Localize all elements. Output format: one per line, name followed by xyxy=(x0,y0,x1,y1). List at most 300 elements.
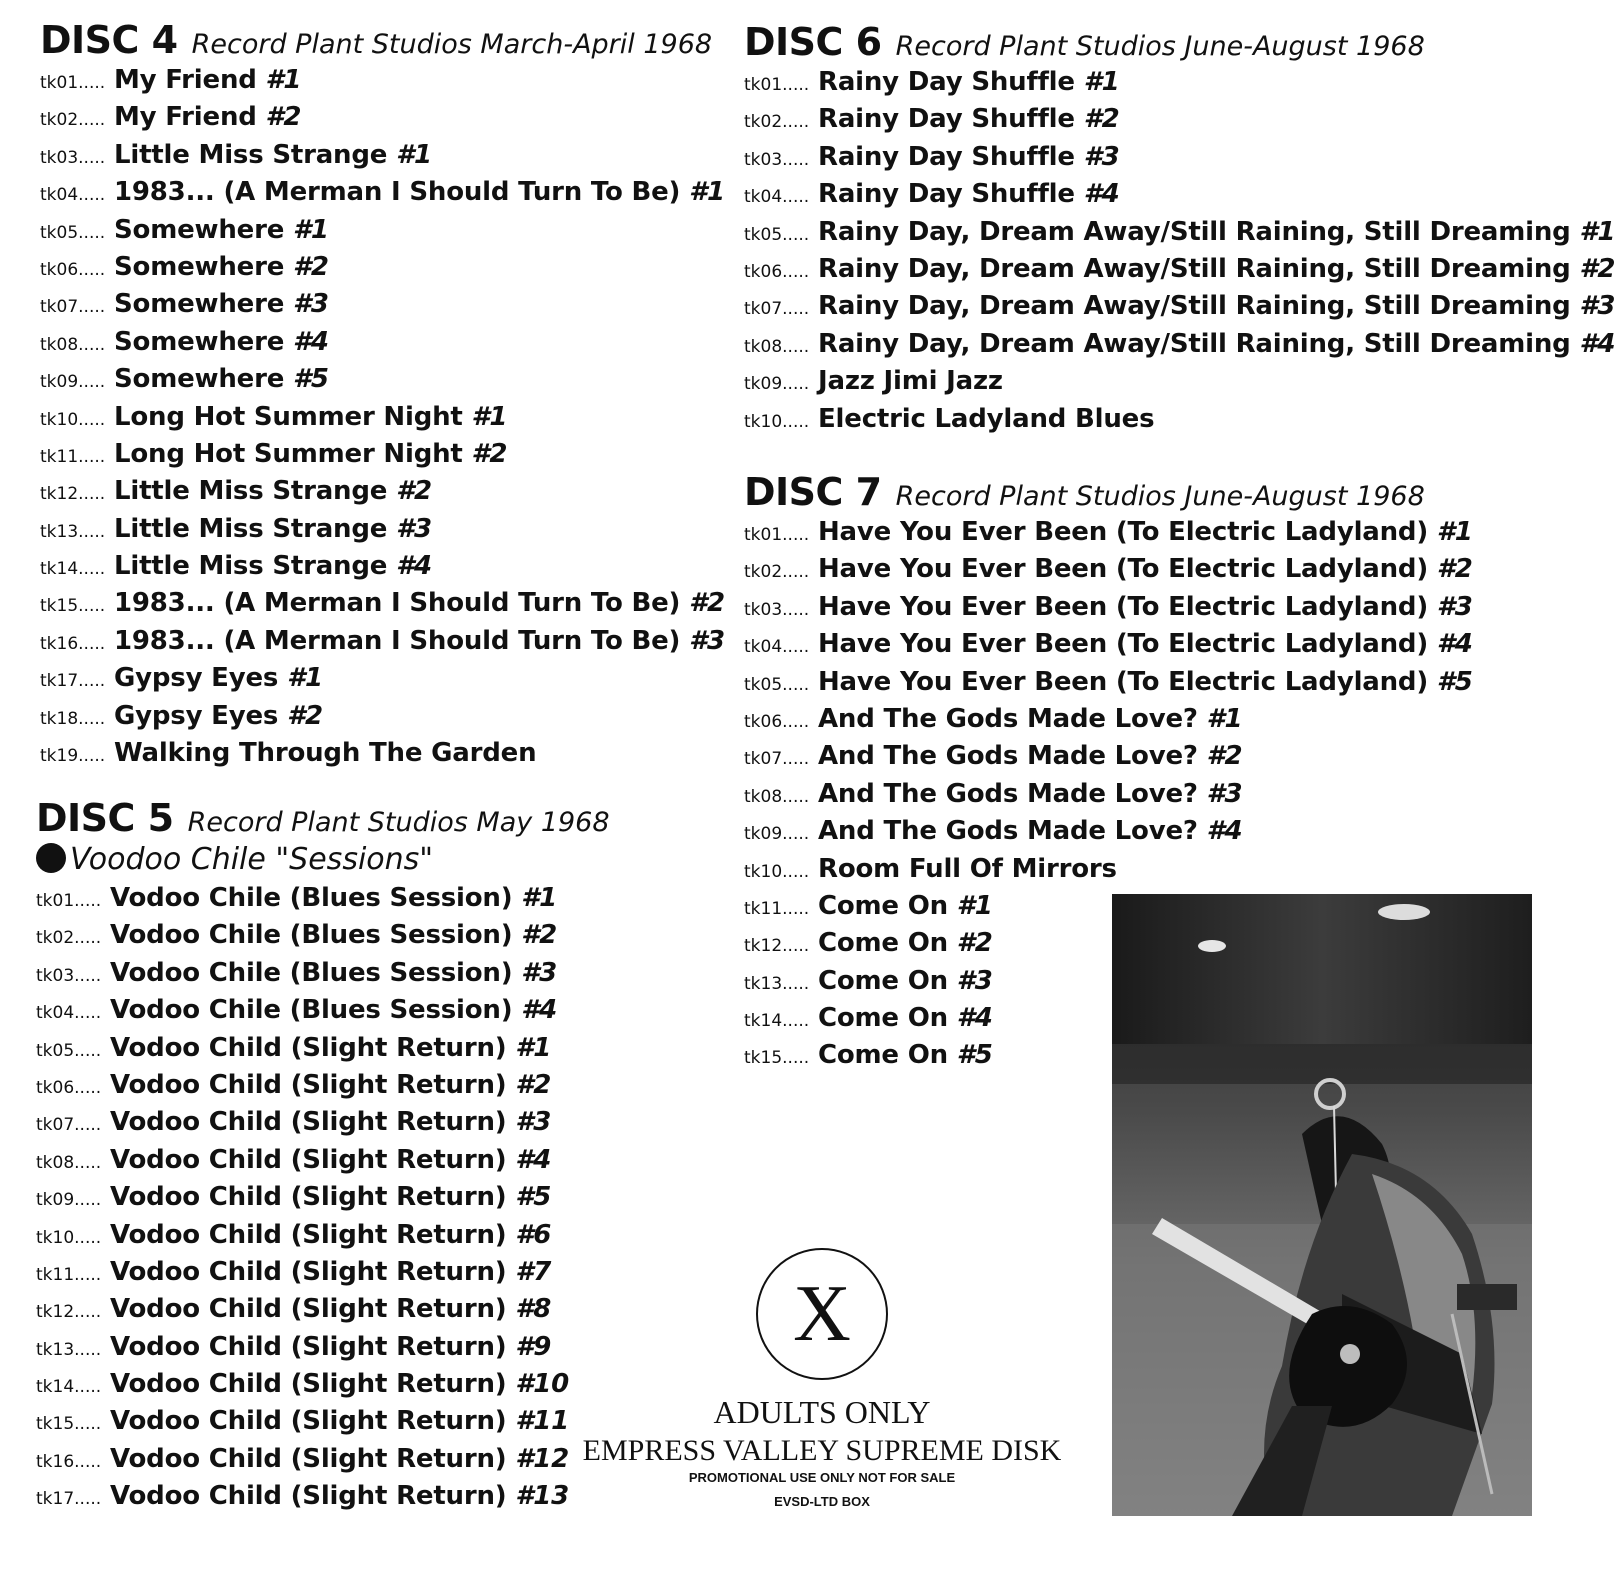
track-take: #3 xyxy=(689,625,725,656)
track-title xyxy=(818,592,1473,622)
track-take: #4 xyxy=(521,995,558,1026)
track-name: Rainy Day, Dream Away/Still Raining, Still Dreaming xyxy=(818,328,1571,359)
disc-7-title: DISC 7 xyxy=(744,470,882,514)
track-title xyxy=(818,1003,993,1033)
track-take: #2 xyxy=(293,251,329,282)
track-name: Rainy Day Shuffle xyxy=(818,141,1075,172)
track-name: Vodoo Child (Slight Return) xyxy=(110,1219,507,1250)
track-row xyxy=(40,212,725,249)
track-number: tk07..... xyxy=(36,1115,102,1136)
track-number: tk08..... xyxy=(36,1152,102,1173)
track-number: tk05..... xyxy=(744,224,810,245)
track-take: #3 xyxy=(396,513,432,544)
disc-4-subtitle: Record Plant Studios March-April 1968 xyxy=(191,29,713,60)
track-number: tk02..... xyxy=(744,562,810,583)
track-name: Have You Ever Been (To Electric Ladyland) xyxy=(818,666,1429,697)
track-name: Vodoo Child (Slight Return) xyxy=(110,1182,507,1213)
track-title xyxy=(818,966,993,996)
track-row xyxy=(36,1291,610,1328)
track-number: tk17..... xyxy=(40,671,106,692)
track-take: #5 xyxy=(956,1040,993,1071)
track-name: Vodoo Child (Slight Return) xyxy=(110,1369,507,1400)
track-title xyxy=(818,404,1154,434)
disc-4-tracklist xyxy=(40,62,725,772)
track-take: #2 xyxy=(515,1069,552,1100)
track-number: tk11..... xyxy=(744,898,810,919)
guitarist-photo xyxy=(1112,894,1532,1516)
track-title xyxy=(818,629,1473,659)
track-name: Vodoo Child (Slight Return) xyxy=(110,1443,507,1474)
adults-only-text: ADULTS ONLY xyxy=(713,1394,931,1430)
track-title xyxy=(110,1107,551,1137)
track-row xyxy=(40,436,725,473)
track-name: Little Miss Strange xyxy=(114,139,388,170)
track-number: tk13..... xyxy=(40,521,106,542)
track-title xyxy=(818,104,1120,134)
track-take: #4 xyxy=(515,1144,552,1175)
track-row xyxy=(744,363,1615,400)
disc-6-tracklist xyxy=(744,64,1615,438)
track-take: #2 xyxy=(265,102,302,133)
track-title xyxy=(114,65,301,95)
track-number: tk10..... xyxy=(744,411,810,432)
track-title xyxy=(818,366,1003,396)
track-number: tk05..... xyxy=(40,222,106,243)
track-name: Vodoo Child (Slight Return) xyxy=(110,1069,507,1100)
track-number: tk15..... xyxy=(744,1048,810,1069)
track-row xyxy=(36,1067,610,1104)
label-name-text: EMPRESS VALLEY SUPREME DISK xyxy=(582,1434,1062,1467)
track-title xyxy=(114,701,323,731)
track-take: #3 xyxy=(956,965,993,996)
track-take: #9 xyxy=(515,1331,552,1362)
track-title xyxy=(818,816,1242,846)
track-row xyxy=(744,101,1615,138)
track-take: #6 xyxy=(515,1219,552,1250)
track-number: tk06..... xyxy=(36,1077,102,1098)
track-name: And The Gods Made Love? xyxy=(818,778,1198,809)
track-row xyxy=(36,1142,610,1179)
track-name: Little Miss Strange xyxy=(114,476,388,507)
track-take: #1 xyxy=(1436,517,1473,547)
disc-5-title: DISC 5 xyxy=(36,796,174,840)
track-take: #4 xyxy=(1206,816,1243,847)
track-number: tk04..... xyxy=(36,1003,102,1024)
track-row xyxy=(744,176,1615,213)
track-name: Little Miss Strange xyxy=(114,513,388,544)
track-take: #4 xyxy=(1579,328,1615,359)
track-take: #2 xyxy=(1206,741,1243,772)
track-row xyxy=(744,139,1615,176)
track-name: Rainy Day, Dream Away/Still Raining, Still Dreaming xyxy=(818,291,1571,322)
track-take: #1 xyxy=(515,1032,552,1063)
track-name: Come On xyxy=(818,1040,948,1071)
track-name: My Friend xyxy=(114,102,257,133)
track-take: #2 xyxy=(1579,253,1615,284)
track-name: Vodoo Chile (Blues Session) xyxy=(110,883,513,913)
track-number: tk18..... xyxy=(40,708,106,729)
track-number: tk17..... xyxy=(36,1489,102,1510)
track-name: Come On xyxy=(818,965,948,996)
track-take: #5 xyxy=(1436,666,1473,697)
track-row xyxy=(40,249,725,286)
track-take: #1 xyxy=(265,65,302,95)
track-row xyxy=(744,813,1473,850)
track-take: #3 xyxy=(1436,591,1473,622)
track-name: Vodoo Child (Slight Return) xyxy=(110,1331,507,1362)
track-title xyxy=(818,854,1117,884)
x-circle-logo xyxy=(756,1248,888,1380)
track-number: tk14..... xyxy=(744,1011,810,1032)
track-take: #1 xyxy=(956,890,993,921)
track-title xyxy=(110,958,557,988)
track-title xyxy=(114,626,725,656)
track-row xyxy=(40,473,725,510)
track-take: #1 xyxy=(521,883,558,913)
track-row xyxy=(36,1179,610,1216)
track-take: #1 xyxy=(689,177,725,208)
track-row xyxy=(36,880,610,917)
track-title xyxy=(110,1481,569,1511)
track-title xyxy=(110,920,557,950)
track-take: #4 xyxy=(396,551,432,582)
track-row xyxy=(744,851,1473,888)
bullet-icon xyxy=(36,843,66,873)
track-name: Vodoo Child (Slight Return) xyxy=(110,1107,507,1138)
track-title xyxy=(114,551,432,581)
disc-6-header xyxy=(744,20,1615,64)
track-take: #2 xyxy=(396,476,432,507)
track-title xyxy=(110,1369,569,1399)
track-number: tk06..... xyxy=(744,711,810,732)
track-name: Electric Ladyland Blues xyxy=(818,403,1155,434)
track-title xyxy=(818,667,1473,697)
track-name: And The Gods Made Love? xyxy=(818,816,1198,847)
track-number: tk03..... xyxy=(40,147,106,168)
track-number: tk13..... xyxy=(744,973,810,994)
track-name: Rainy Day, Dream Away/Still Raining, Still Dreaming xyxy=(818,253,1571,284)
track-take: #2 xyxy=(956,928,993,959)
track-title xyxy=(110,1294,551,1324)
track-name: Somewhere xyxy=(114,364,285,395)
track-number: tk14..... xyxy=(40,559,106,580)
track-row xyxy=(40,623,725,660)
track-number: tk14..... xyxy=(36,1377,102,1398)
disc-4-title: DISC 4 xyxy=(40,18,178,62)
track-title xyxy=(110,1182,551,1212)
track-take: #1 xyxy=(396,139,432,170)
track-number: tk19..... xyxy=(40,746,106,767)
track-number: tk01..... xyxy=(40,73,106,93)
track-name: Somewhere xyxy=(114,251,285,282)
track-name: Somewhere xyxy=(114,326,285,357)
track-row xyxy=(36,917,610,954)
track-row xyxy=(40,174,725,211)
photo-image xyxy=(1112,894,1532,1516)
track-row xyxy=(744,401,1615,438)
track-name: Vodoo Child (Slight Return) xyxy=(110,1294,507,1325)
track-row xyxy=(36,1104,610,1141)
track-number: tk02..... xyxy=(36,928,102,949)
track-name: Come On xyxy=(818,1003,948,1034)
track-number: tk03..... xyxy=(36,965,102,986)
track-name: And The Gods Made Love? xyxy=(818,741,1198,772)
track-row xyxy=(744,214,1615,251)
track-row xyxy=(744,251,1615,288)
promo-text: PROMOTIONAL USE ONLY NOT FOR SALE xyxy=(688,1470,956,1485)
track-take: #4 xyxy=(956,1003,993,1034)
track-take: #8 xyxy=(515,1294,552,1325)
track-row xyxy=(40,660,725,697)
track-title xyxy=(114,738,536,768)
track-row xyxy=(744,551,1473,588)
track-number: tk15..... xyxy=(40,596,106,617)
track-number: tk10..... xyxy=(744,861,810,882)
track-title xyxy=(110,1257,551,1287)
track-title xyxy=(114,364,329,394)
track-take: #4 xyxy=(1436,629,1473,660)
track-title xyxy=(110,995,557,1025)
disc-4-section xyxy=(40,18,725,772)
track-row xyxy=(744,626,1473,663)
track-take: #3 xyxy=(515,1107,552,1138)
disc-4-header xyxy=(40,18,725,62)
track-number: tk12..... xyxy=(40,484,106,505)
track-title xyxy=(818,928,993,958)
track-take: #2 xyxy=(471,438,508,469)
track-name: 1983... (A Merman I Should Turn To Be) xyxy=(114,177,681,208)
track-number: tk04..... xyxy=(744,187,810,208)
track-number: tk11..... xyxy=(40,446,106,467)
disc-6-subtitle: Record Plant Studios June-August 1968 xyxy=(895,31,1425,62)
track-title xyxy=(818,217,1615,247)
track-take: #1 xyxy=(293,214,329,245)
track-number: tk09..... xyxy=(36,1190,102,1211)
track-take: #4 xyxy=(293,326,329,357)
track-number: tk11..... xyxy=(36,1264,102,1285)
track-title xyxy=(114,327,329,357)
track-title xyxy=(110,1220,551,1250)
disc-5-subtitle: Record Plant Studios May 1968 xyxy=(187,807,610,838)
track-number: tk04..... xyxy=(744,637,810,658)
track-row xyxy=(40,399,725,436)
track-take: #11 xyxy=(515,1406,570,1437)
track-name: Vodoo Chile (Blues Session) xyxy=(110,957,513,988)
track-row xyxy=(36,955,610,992)
track-number: tk03..... xyxy=(744,149,810,170)
track-name: Vodoo Child (Slight Return) xyxy=(110,1481,507,1512)
track-name: Long Hot Summer Night xyxy=(114,401,463,432)
track-title xyxy=(114,588,725,618)
track-row xyxy=(40,585,725,622)
track-name: Have You Ever Been (To Electric Ladyland) xyxy=(818,629,1429,660)
track-title xyxy=(114,177,725,207)
track-row xyxy=(744,738,1473,775)
track-title xyxy=(818,179,1120,209)
track-name: Vodoo Child (Slight Return) xyxy=(110,1144,507,1175)
track-name: Gypsy Eyes xyxy=(114,700,279,731)
track-row xyxy=(36,1329,610,1366)
track-row xyxy=(40,286,725,323)
logo-letter: X xyxy=(793,1270,851,1358)
track-number: tk09..... xyxy=(744,824,810,845)
track-take: #4 xyxy=(1083,179,1120,210)
track-name: Have You Ever Been (To Electric Ladyland) xyxy=(818,554,1429,585)
disc-6-section xyxy=(744,20,1615,438)
track-row xyxy=(744,64,1615,101)
track-number: tk01..... xyxy=(744,75,810,95)
track-row xyxy=(36,1030,610,1067)
track-number: tk01..... xyxy=(744,525,810,545)
track-name: Room Full Of Mirrors xyxy=(818,853,1117,884)
track-row xyxy=(40,361,725,398)
track-row xyxy=(40,548,725,585)
track-title xyxy=(818,142,1120,172)
track-take: #2 xyxy=(1083,104,1120,135)
track-number: tk04..... xyxy=(40,185,106,206)
track-name: Rainy Day Shuffle xyxy=(818,179,1075,210)
track-take: #13 xyxy=(515,1481,570,1512)
track-take: #3 xyxy=(1083,141,1120,172)
track-name: Rainy Day Shuffle xyxy=(818,104,1075,135)
track-title xyxy=(110,1332,551,1362)
track-number: tk09..... xyxy=(744,374,810,395)
track-name: Long Hot Summer Night xyxy=(114,438,463,469)
track-take: #3 xyxy=(1206,778,1243,809)
track-name: Little Miss Strange xyxy=(114,551,388,582)
disc-7-header xyxy=(744,470,1473,514)
track-number: tk02..... xyxy=(40,110,106,131)
track-number: tk12..... xyxy=(744,936,810,957)
track-number: tk06..... xyxy=(744,261,810,282)
track-row xyxy=(40,62,725,99)
track-title xyxy=(114,476,432,506)
track-number: tk03..... xyxy=(744,599,810,620)
track-name: Vodoo Child (Slight Return) xyxy=(110,1406,507,1437)
track-name: Rainy Day Shuffle xyxy=(818,67,1075,97)
track-number: tk08..... xyxy=(744,336,810,357)
track-title xyxy=(114,439,507,469)
track-take: #3 xyxy=(521,957,558,988)
track-name: Vodoo Child (Slight Return) xyxy=(110,1032,507,1063)
disc-5-header xyxy=(36,796,610,840)
track-number: tk16..... xyxy=(40,633,106,654)
track-row xyxy=(36,992,610,1029)
track-name: Have You Ever Been (To Electric Ladyland) xyxy=(818,591,1429,622)
catalog-text: EVSD-LTD BOX xyxy=(774,1494,870,1509)
track-name: Somewhere xyxy=(114,214,285,245)
track-number: tk08..... xyxy=(744,786,810,807)
track-name: Rainy Day, Dream Away/Still Raining, Still Dreaming xyxy=(818,216,1571,247)
track-number: tk07..... xyxy=(744,749,810,770)
disc-5-note xyxy=(36,840,610,880)
track-take: #5 xyxy=(293,364,329,395)
track-title xyxy=(818,291,1615,321)
track-take: #1 xyxy=(1083,67,1120,97)
track-name: Come On xyxy=(818,890,948,921)
track-row xyxy=(40,511,725,548)
track-take: #5 xyxy=(515,1182,552,1213)
track-title xyxy=(818,517,1473,547)
track-title xyxy=(818,554,1473,584)
track-take: #1 xyxy=(287,663,323,694)
track-title xyxy=(114,402,507,432)
track-title xyxy=(114,140,432,170)
track-title xyxy=(114,514,432,544)
track-row xyxy=(40,735,725,772)
disc-6-title: DISC 6 xyxy=(744,20,882,64)
track-take: #2 xyxy=(689,588,725,619)
track-title xyxy=(114,289,329,319)
track-row xyxy=(36,1254,610,1291)
track-name: Vodoo Chile (Blues Session) xyxy=(110,995,513,1026)
track-name: My Friend xyxy=(114,65,257,95)
track-row xyxy=(744,326,1615,363)
track-number: tk01..... xyxy=(36,891,102,911)
track-row xyxy=(744,514,1473,551)
track-number: tk10..... xyxy=(40,409,106,430)
track-title xyxy=(818,779,1242,809)
track-title xyxy=(818,704,1242,734)
track-title xyxy=(110,1070,551,1100)
track-number: tk08..... xyxy=(40,334,106,355)
track-number: tk10..... xyxy=(36,1227,102,1248)
track-take: #12 xyxy=(515,1443,570,1474)
track-row xyxy=(40,99,725,136)
track-title xyxy=(110,883,557,913)
track-name: 1983... (A Merman I Should Turn To Be) xyxy=(114,625,681,656)
track-take: #1 xyxy=(1579,216,1615,247)
track-take: #3 xyxy=(293,289,329,320)
track-name: Have You Ever Been (To Electric Ladyland) xyxy=(818,517,1429,547)
track-row xyxy=(40,137,725,174)
track-number: tk02..... xyxy=(744,112,810,133)
track-title xyxy=(818,1040,993,1070)
track-take: #1 xyxy=(471,401,508,432)
track-title xyxy=(110,1406,569,1436)
track-title xyxy=(818,741,1242,771)
disc-7-subtitle: Record Plant Studios June-August 1968 xyxy=(895,481,1425,512)
track-title xyxy=(110,1145,551,1175)
track-take: #1 xyxy=(1206,703,1243,734)
track-name: And The Gods Made Love? xyxy=(818,703,1198,734)
track-number: tk16..... xyxy=(36,1451,102,1472)
track-name: Jazz Jimi Jazz xyxy=(818,366,1003,397)
track-take: #7 xyxy=(515,1256,552,1287)
track-title xyxy=(114,663,323,693)
track-take: #3 xyxy=(1579,291,1615,322)
track-row xyxy=(36,1217,610,1254)
track-row xyxy=(744,664,1473,701)
track-name: 1983... (A Merman I Should Turn To Be) xyxy=(114,588,681,619)
track-name: Vodoo Child (Slight Return) xyxy=(110,1256,507,1287)
track-row xyxy=(744,776,1473,813)
track-number: tk13..... xyxy=(36,1339,102,1360)
track-title xyxy=(110,1033,551,1063)
track-name: Gypsy Eyes xyxy=(114,663,279,694)
track-title xyxy=(818,891,993,921)
track-title xyxy=(114,252,329,282)
track-row xyxy=(744,701,1473,738)
track-number: tk05..... xyxy=(744,674,810,695)
track-title xyxy=(818,254,1615,284)
track-take: #2 xyxy=(521,920,558,951)
track-name: Come On xyxy=(818,928,948,959)
track-number: tk05..... xyxy=(36,1040,102,1061)
track-number: tk15..... xyxy=(36,1414,102,1435)
track-row xyxy=(40,698,725,735)
track-row xyxy=(40,324,725,361)
